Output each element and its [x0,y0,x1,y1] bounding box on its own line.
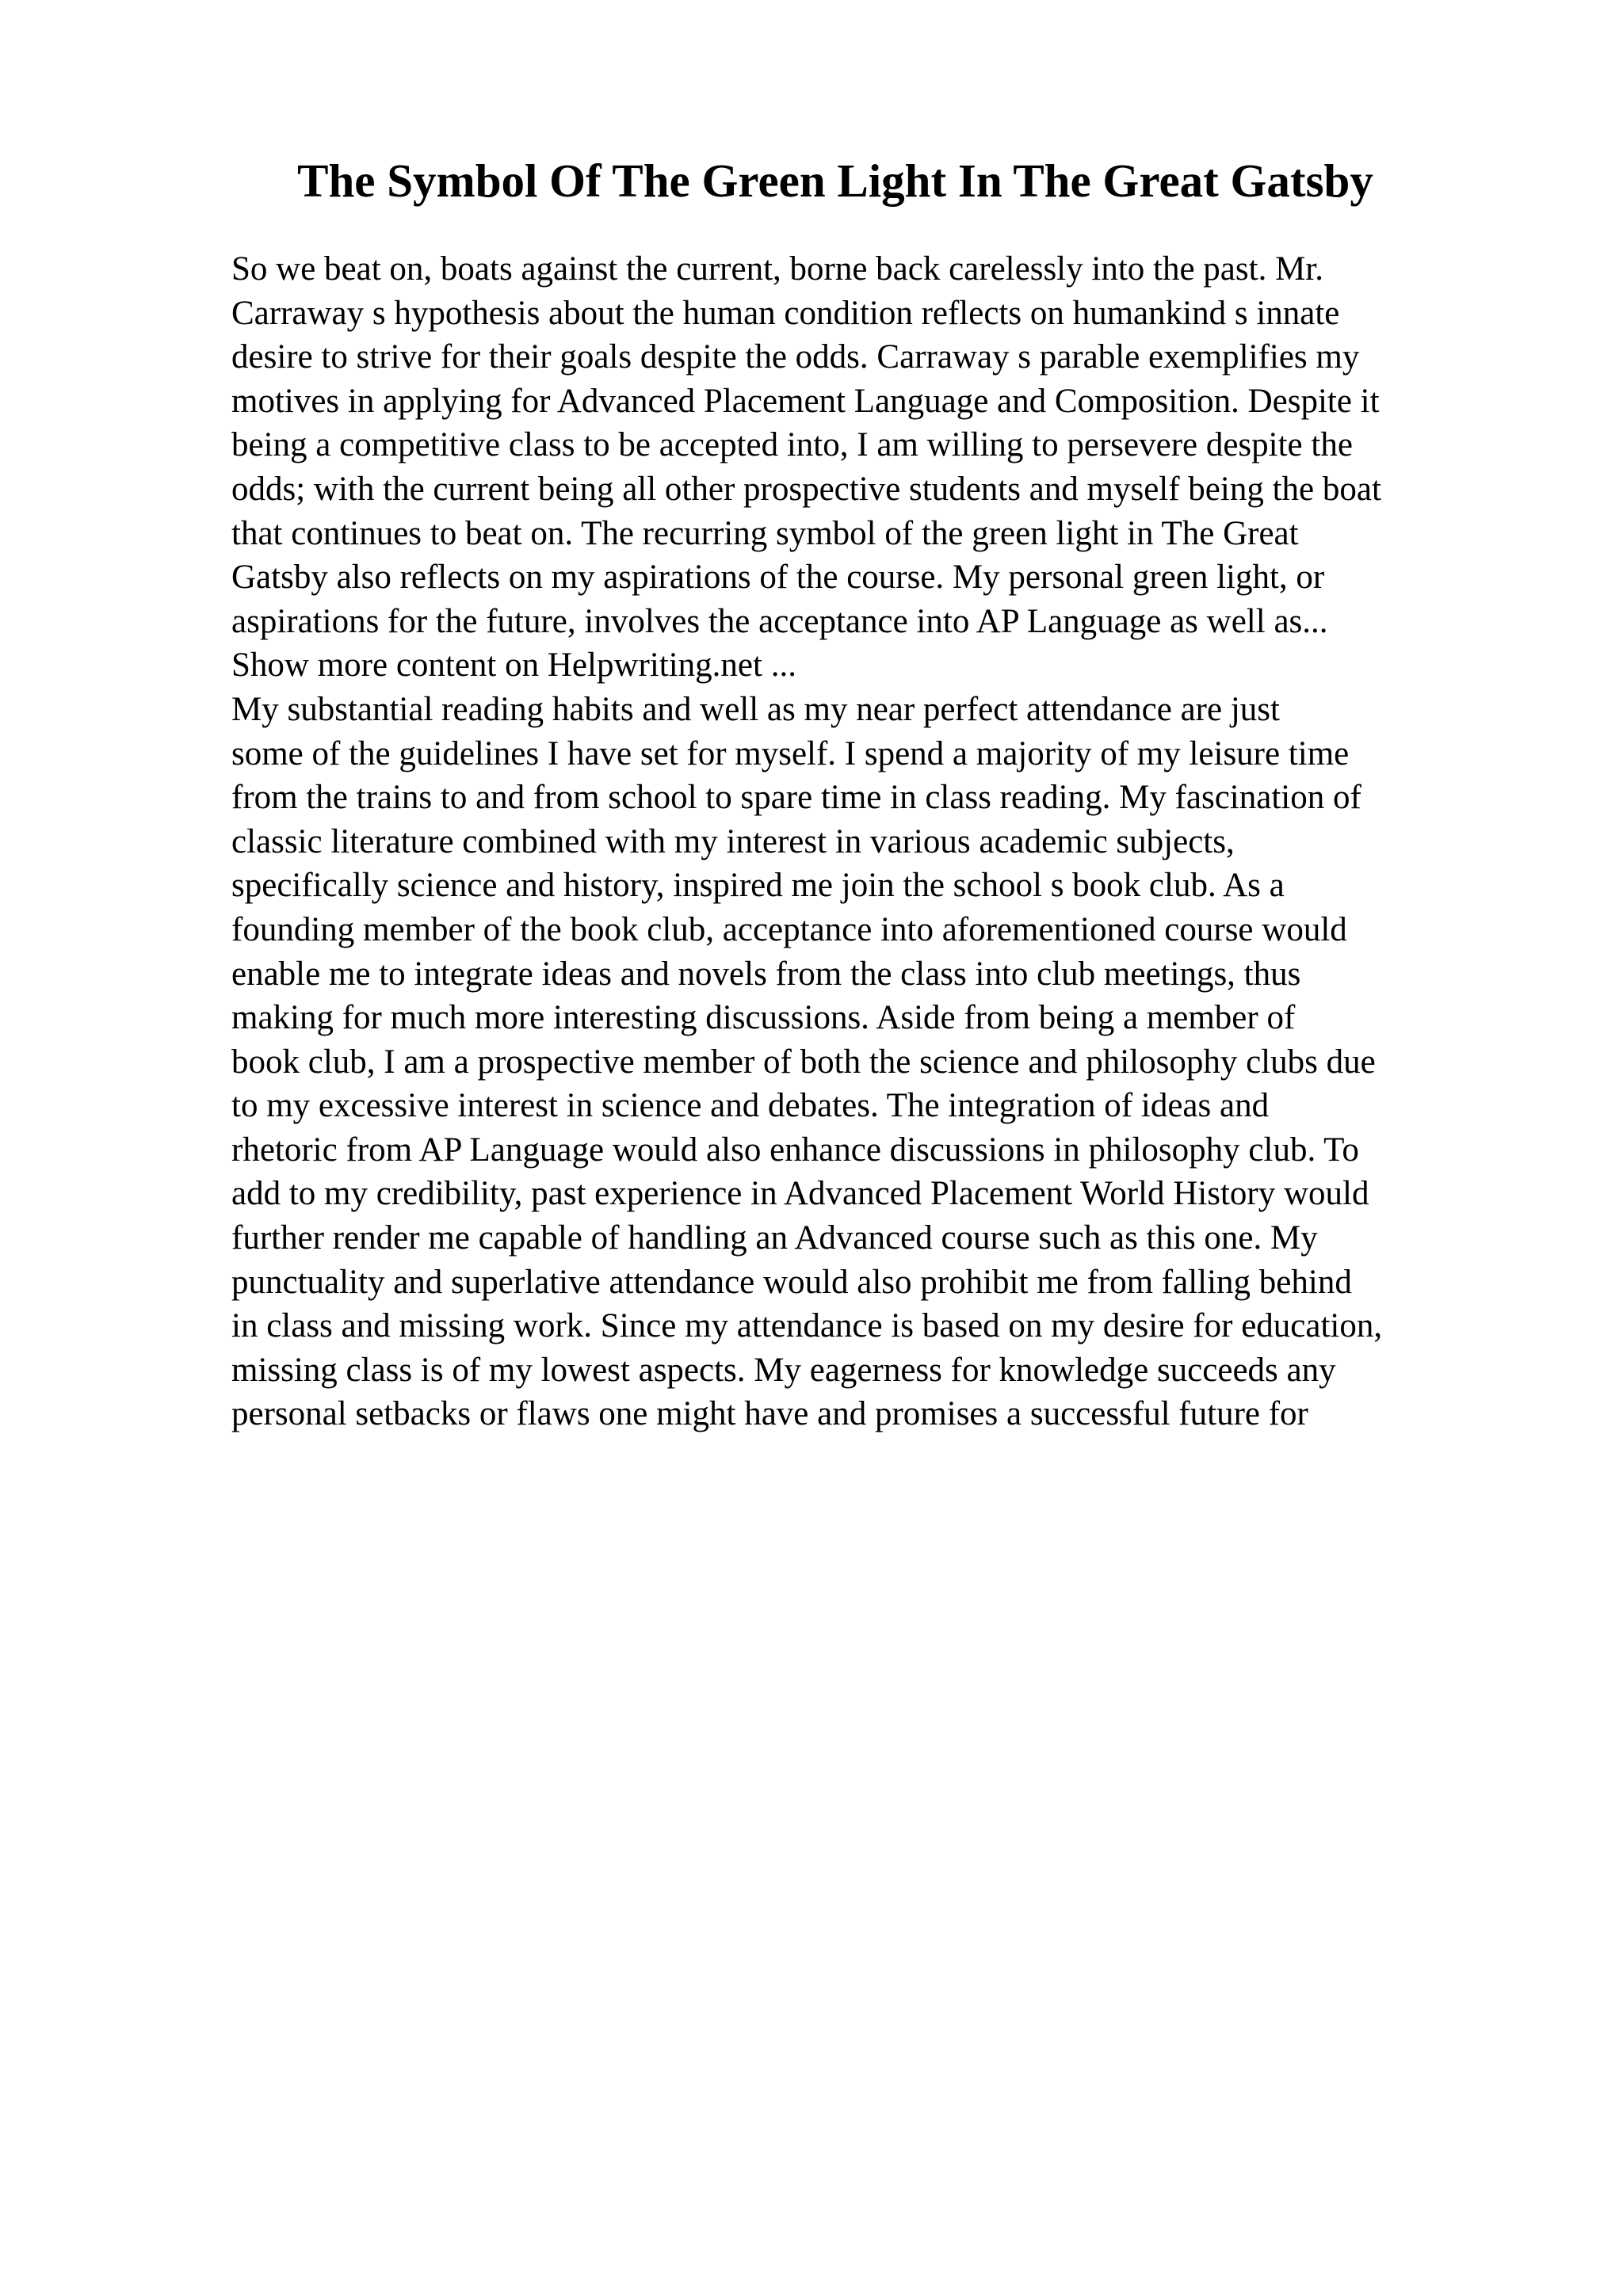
body-line: My substantial reading habits and well as my near perfect attendance are just [231,690,1280,728]
body-line: motives in applying for Advanced Placement Language and Composition. Despite it [231,382,1380,420]
body-line: that continues to beat on. The recurring symbol of the green light in The Great [231,514,1299,552]
body-line: being a competitive class to be accepted into, I am willing to persevere despite the [231,426,1353,464]
body-line: desire to strive for their goals despite the odds. Carraway s parable exemplifies my [231,338,1360,376]
document-title: The Symbol Of The Green Light In The Great Gatsby [297,154,1373,207]
body-line: some of the guidelines I have set for myself. I spend a majority of my leisure time [231,734,1350,772]
body-line: enable me to integrate ideas and novels from the class into club meetings, thus [231,955,1301,993]
body-line: add to my credibility, past experience in Advanced Placement World History would [231,1175,1369,1213]
body-line: further render me capable of handling an Advanced course such as this one. My [231,1219,1318,1257]
body-line: missing class is of my lowest aspects. My eagerness for knowledge succeeds any [231,1351,1336,1389]
body-line: founding member of the book club, acceptance into aforementioned course would [231,910,1347,948]
body-line: personal setbacks or flaws one might have and promises a successful future for [231,1395,1308,1433]
body-line: Gatsby also reflects on my aspirations of the course. My personal green light, or [231,559,1325,597]
document-body [231,247,1499,1436]
body-line: specifically science and history, inspired me join the school s book club. As a [231,867,1285,905]
body-line: classic literature combined with my interest in various academic subjects, [231,822,1235,860]
body-line: making for much more interesting discussions. Aside from being a member of [231,999,1296,1037]
body-line: punctuality and superlative attendance would also prohibit me from falling behind [231,1263,1352,1301]
body-line: from the trains to and from school to spare time in class reading. My fascination of [231,779,1361,817]
body-line: Carraway s hypothesis about the human condition reflects on humankind s innate [231,294,1340,332]
body-line: book club, I am a prospective member of both the science and philosophy clubs due [231,1043,1376,1081]
body-line: in class and missing work. Since my attendance is based on my desire for education, [231,1307,1383,1345]
body-line: odds; with the current being all other prospective students and myself being the boat [231,470,1381,508]
body-line: So we beat on, boats against the current, borne back carelessly into the past. Mr. [231,250,1323,288]
body-line: rhetoric from AP Language would also enhance discussions in philosophy club. To [231,1131,1359,1169]
body-line: aspirations for the future, involves the acceptance into AP Language as well as... [231,602,1328,640]
body-line: to my excessive interest in science and debates. The integration of ideas and [231,1087,1270,1125]
show-more-link[interactable]: Show more content on Helpwriting.net ... [231,646,796,685]
